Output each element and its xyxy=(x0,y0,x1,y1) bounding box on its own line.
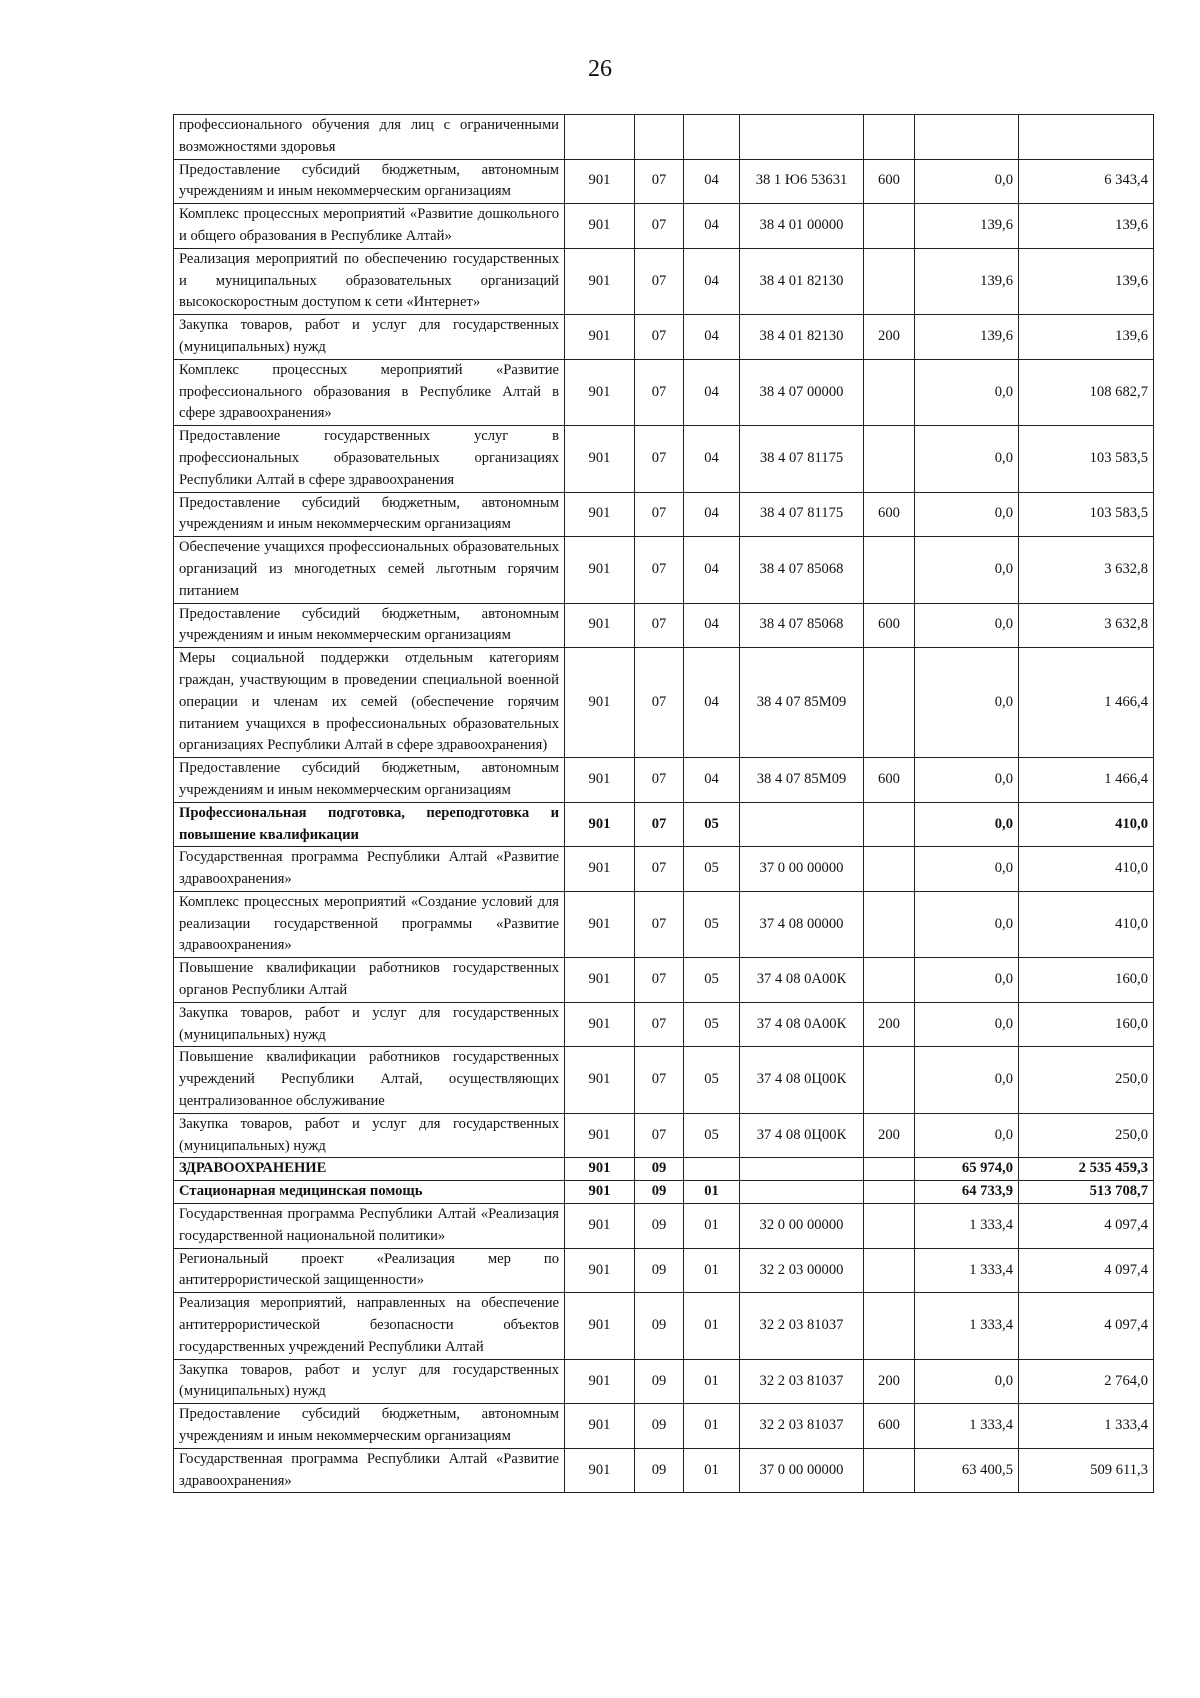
expense-type-code: 600 xyxy=(864,603,915,648)
amount-1: 0,0 xyxy=(915,537,1019,603)
expense-type-code: 600 xyxy=(864,758,915,803)
target-article-code: 38 4 07 81175 xyxy=(740,492,864,537)
budget-item-name: Региональный проект «Реализация мер по антитеррористической защищенности» xyxy=(174,1248,565,1293)
subsection-code: 05 xyxy=(684,1113,740,1158)
budget-item-name: Предоставление государственных услуг в профессиональных образовательных организациях Республики Алтай в сфере здравоохранения xyxy=(174,426,565,492)
amount-1: 1 333,4 xyxy=(915,1248,1019,1293)
budget-item-name: Предоставление субсидий бюджетным, автономным учреждениям и иным некоммерческим организациям xyxy=(174,603,565,648)
amount-1: 0,0 xyxy=(915,1047,1019,1113)
target-article-code: 37 0 00 00000 xyxy=(740,1448,864,1493)
section-code: 07 xyxy=(635,315,684,360)
target-article-code: 37 4 08 00000 xyxy=(740,891,864,957)
subsection-code: 04 xyxy=(684,758,740,803)
amount-2: 509 611,3 xyxy=(1019,1448,1154,1493)
amount-1 xyxy=(915,115,1019,160)
amount-2: 103 583,5 xyxy=(1019,492,1154,537)
amount-1: 63 400,5 xyxy=(915,1448,1019,1493)
budget-item-name: Закупка товаров, работ и услуг для государственных (муниципальных) нужд xyxy=(174,1002,565,1047)
table-row xyxy=(174,1359,1154,1404)
table-row xyxy=(174,1448,1154,1493)
table-row xyxy=(174,537,1154,603)
budget-item-name: Комплекс процессных мероприятий «Развитие профессионального образования в Республике Алтай в сфере здравоохранения» xyxy=(174,359,565,425)
section-code: 07 xyxy=(635,1002,684,1047)
table-row xyxy=(174,802,1154,847)
table-row xyxy=(174,648,1154,758)
expense-type-code xyxy=(864,1448,915,1493)
section-code: 09 xyxy=(635,1181,684,1204)
budget-item-name: Профессиональная подготовка, переподготовка и повышение квалификации xyxy=(174,802,565,847)
target-article-code: 38 4 07 85М09 xyxy=(740,648,864,758)
subsection-code: 05 xyxy=(684,802,740,847)
section-code: 09 xyxy=(635,1448,684,1493)
subsection-code: 01 xyxy=(684,1448,740,1493)
target-article-code xyxy=(740,1158,864,1181)
subsection-code: 04 xyxy=(684,159,740,204)
amount-2: 2 535 459,3 xyxy=(1019,1158,1154,1181)
amount-2: 103 583,5 xyxy=(1019,426,1154,492)
amount-2: 250,0 xyxy=(1019,1113,1154,1158)
expense-type-code xyxy=(864,204,915,249)
page-number: 26 xyxy=(588,56,612,82)
target-article-code: 38 4 07 81175 xyxy=(740,426,864,492)
amount-2: 108 682,7 xyxy=(1019,359,1154,425)
subsection-code: 04 xyxy=(684,426,740,492)
admin-code: 901 xyxy=(565,537,635,603)
amount-2: 250,0 xyxy=(1019,1047,1154,1113)
target-article-code: 38 4 07 85М09 xyxy=(740,758,864,803)
admin-code: 901 xyxy=(565,1448,635,1493)
section-code: 09 xyxy=(635,1204,684,1249)
budget-table xyxy=(173,114,1154,1493)
budget-item-name: Предоставление субсидий бюджетным, автономным учреждениям и иным некоммерческим организациям xyxy=(174,758,565,803)
admin-code: 901 xyxy=(565,248,635,314)
section-code: 07 xyxy=(635,359,684,425)
amount-1: 1 333,4 xyxy=(915,1204,1019,1249)
target-article-code: 37 0 00 00000 xyxy=(740,847,864,892)
budget-item-name: Повышение квалификации работников государственных учреждений Республики Алтай, осуществляющих централизованное обслуживание xyxy=(174,1047,565,1113)
section-code: 07 xyxy=(635,426,684,492)
budget-item-name: Предоставление субсидий бюджетным, автономным учреждениям и иным некоммерческим организациям xyxy=(174,492,565,537)
admin-code: 901 xyxy=(565,958,635,1003)
amount-1: 0,0 xyxy=(915,847,1019,892)
expense-type-code xyxy=(864,847,915,892)
expense-type-code xyxy=(864,248,915,314)
expense-type-code xyxy=(864,1181,915,1204)
subsection-code: 05 xyxy=(684,958,740,1003)
admin-code: 901 xyxy=(565,847,635,892)
table-row xyxy=(174,1113,1154,1158)
target-article-code: 38 4 01 82130 xyxy=(740,315,864,360)
budget-item-name: Комплекс процессных мероприятий «Создание условий для реализации государственной программы «Развитие здравоохранения» xyxy=(174,891,565,957)
amount-2: 4 097,4 xyxy=(1019,1293,1154,1359)
admin-code: 901 xyxy=(565,492,635,537)
amount-1: 0,0 xyxy=(915,958,1019,1003)
subsection-code: 04 xyxy=(684,537,740,603)
amount-1: 139,6 xyxy=(915,248,1019,314)
section-code: 07 xyxy=(635,958,684,1003)
admin-code: 901 xyxy=(565,1113,635,1158)
subsection-code: 04 xyxy=(684,359,740,425)
budget-item-name: Государственная программа Республики Алтай «Реализация государственной национальной политики» xyxy=(174,1204,565,1249)
expense-type-code xyxy=(864,115,915,160)
amount-1: 0,0 xyxy=(915,802,1019,847)
subsection-code: 05 xyxy=(684,891,740,957)
target-article-code: 32 0 00 00000 xyxy=(740,1204,864,1249)
table-row xyxy=(174,204,1154,249)
table-row xyxy=(174,1047,1154,1113)
subsection-code: 04 xyxy=(684,648,740,758)
target-article-code: 38 1 Ю6 53631 xyxy=(740,159,864,204)
admin-code: 901 xyxy=(565,891,635,957)
target-article-code: 38 4 01 00000 xyxy=(740,204,864,249)
table-row xyxy=(174,1204,1154,1249)
expense-type-code xyxy=(864,891,915,957)
expense-type-code xyxy=(864,537,915,603)
budget-item-name: ЗДРАВООХРАНЕНИЕ xyxy=(174,1158,565,1181)
target-article-code: 37 4 08 0А00К xyxy=(740,1002,864,1047)
section-code: 07 xyxy=(635,891,684,957)
budget-item-name: Закупка товаров, работ и услуг для государственных (муниципальных) нужд xyxy=(174,1113,565,1158)
budget-item-name: Закупка товаров, работ и услуг для государственных (муниципальных) нужд xyxy=(174,1359,565,1404)
budget-table-body xyxy=(174,115,1154,1493)
section-code: 07 xyxy=(635,492,684,537)
admin-code: 901 xyxy=(565,758,635,803)
amount-1: 0,0 xyxy=(915,492,1019,537)
table-row xyxy=(174,1158,1154,1181)
table-row xyxy=(174,1248,1154,1293)
section-code: 09 xyxy=(635,1404,684,1449)
section-code: 09 xyxy=(635,1158,684,1181)
amount-2: 2 764,0 xyxy=(1019,1359,1154,1404)
subsection-code xyxy=(684,1158,740,1181)
amount-2: 4 097,4 xyxy=(1019,1248,1154,1293)
amount-2: 513 708,7 xyxy=(1019,1181,1154,1204)
admin-code: 901 xyxy=(565,1204,635,1249)
expense-type-code xyxy=(864,648,915,758)
table-row xyxy=(174,492,1154,537)
admin-code: 901 xyxy=(565,359,635,425)
subsection-code: 04 xyxy=(684,204,740,249)
amount-2: 3 632,8 xyxy=(1019,537,1154,603)
table-row xyxy=(174,958,1154,1003)
expense-type-code: 200 xyxy=(864,1113,915,1158)
section-code: 09 xyxy=(635,1359,684,1404)
admin-code: 901 xyxy=(565,1158,635,1181)
admin-code: 901 xyxy=(565,1293,635,1359)
table-row xyxy=(174,1181,1154,1204)
target-article-code: 38 4 07 85068 xyxy=(740,603,864,648)
subsection-code: 05 xyxy=(684,1047,740,1113)
budget-item-name: Предоставление субсидий бюджетным, автономным учреждениям и иным некоммерческим организациям xyxy=(174,1404,565,1449)
subsection-code: 04 xyxy=(684,603,740,648)
table-row xyxy=(174,248,1154,314)
amount-2: 6 343,4 xyxy=(1019,159,1154,204)
amount-2: 410,0 xyxy=(1019,891,1154,957)
section-code: 07 xyxy=(635,648,684,758)
expense-type-code: 600 xyxy=(864,1404,915,1449)
budget-item-name: Закупка товаров, работ и услуг для государственных (муниципальных) нужд xyxy=(174,315,565,360)
table-row xyxy=(174,115,1154,160)
budget-item-name: Повышение квалификации работников государственных органов Республики Алтай xyxy=(174,958,565,1003)
amount-2: 1 466,4 xyxy=(1019,648,1154,758)
expense-type-code: 200 xyxy=(864,1359,915,1404)
amount-2 xyxy=(1019,115,1154,160)
subsection-code: 01 xyxy=(684,1404,740,1449)
table-row xyxy=(174,159,1154,204)
admin-code: 901 xyxy=(565,1248,635,1293)
table-row xyxy=(174,758,1154,803)
admin-code: 901 xyxy=(565,159,635,204)
budget-item-name: Комплекс процессных мероприятий «Развитие дошкольного и общего образования в Республике Алтай» xyxy=(174,204,565,249)
target-article-code: 38 4 07 00000 xyxy=(740,359,864,425)
amount-1: 0,0 xyxy=(915,648,1019,758)
amount-1: 0,0 xyxy=(915,359,1019,425)
amount-1: 0,0 xyxy=(915,426,1019,492)
section-code: 07 xyxy=(635,603,684,648)
amount-2: 410,0 xyxy=(1019,802,1154,847)
amount-1: 0,0 xyxy=(915,758,1019,803)
amount-1: 0,0 xyxy=(915,603,1019,648)
section-code: 07 xyxy=(635,204,684,249)
admin-code: 901 xyxy=(565,204,635,249)
subsection-code: 01 xyxy=(684,1204,740,1249)
amount-1: 65 974,0 xyxy=(915,1158,1019,1181)
target-article-code: 32 2 03 00000 xyxy=(740,1248,864,1293)
admin-code: 901 xyxy=(565,1404,635,1449)
subsection-code: 04 xyxy=(684,492,740,537)
expense-type-code: 600 xyxy=(864,492,915,537)
amount-2: 3 632,8 xyxy=(1019,603,1154,648)
subsection-code: 01 xyxy=(684,1293,740,1359)
expense-type-code xyxy=(864,1047,915,1113)
amount-1: 0,0 xyxy=(915,1359,1019,1404)
target-article-code: 37 4 08 0Ц00К xyxy=(740,1113,864,1158)
section-code: 07 xyxy=(635,802,684,847)
amount-1: 64 733,9 xyxy=(915,1181,1019,1204)
amount-1: 0,0 xyxy=(915,1002,1019,1047)
amount-2: 160,0 xyxy=(1019,1002,1154,1047)
expense-type-code xyxy=(864,1248,915,1293)
amount-1: 0,0 xyxy=(915,1113,1019,1158)
table-row xyxy=(174,891,1154,957)
admin-code: 901 xyxy=(565,802,635,847)
table-row xyxy=(174,1293,1154,1359)
table-row xyxy=(174,359,1154,425)
budget-item-name: Обеспечение учащихся профессиональных образовательных организаций из многодетных семей льготным горячим питанием xyxy=(174,537,565,603)
amount-2: 139,6 xyxy=(1019,315,1154,360)
subsection-code: 04 xyxy=(684,248,740,314)
expense-type-code xyxy=(864,1158,915,1181)
subsection-code: 01 xyxy=(684,1359,740,1404)
expense-type-code xyxy=(864,1204,915,1249)
expense-type-code: 200 xyxy=(864,315,915,360)
target-article-code: 32 2 03 81037 xyxy=(740,1359,864,1404)
table-row xyxy=(174,847,1154,892)
expense-type-code xyxy=(864,958,915,1003)
admin-code: 901 xyxy=(565,1002,635,1047)
section-code: 07 xyxy=(635,1047,684,1113)
subsection-code: 05 xyxy=(684,847,740,892)
admin-code: 901 xyxy=(565,1181,635,1204)
budget-item-name: Реализация мероприятий, направленных на обеспечение антитеррористической безопасности объектов государственных учреждений Республики Алтай xyxy=(174,1293,565,1359)
amount-2: 410,0 xyxy=(1019,847,1154,892)
amount-2: 4 097,4 xyxy=(1019,1204,1154,1249)
admin-code: 901 xyxy=(565,1359,635,1404)
expense-type-code xyxy=(864,802,915,847)
budget-item-name: Реализация мероприятий по обеспечению государственных и муниципальных образовательных организаций высокоскоростным доступом к сети «Интернет» xyxy=(174,248,565,314)
amount-2: 1 466,4 xyxy=(1019,758,1154,803)
section-code: 07 xyxy=(635,248,684,314)
admin-code: 901 xyxy=(565,426,635,492)
section-code: 07 xyxy=(635,847,684,892)
amount-1: 139,6 xyxy=(915,204,1019,249)
table-row xyxy=(174,315,1154,360)
expense-type-code: 200 xyxy=(864,1002,915,1047)
amount-1: 1 333,4 xyxy=(915,1293,1019,1359)
amount-1: 139,6 xyxy=(915,315,1019,360)
section-code: 07 xyxy=(635,1113,684,1158)
admin-code xyxy=(565,115,635,160)
budget-item-name: профессионального обучения для лиц с ограниченными возможностями здоровья xyxy=(174,115,565,160)
table-row xyxy=(174,603,1154,648)
target-article-code: 37 4 08 0Ц00К xyxy=(740,1047,864,1113)
amount-1: 1 333,4 xyxy=(915,1404,1019,1449)
subsection-code xyxy=(684,115,740,160)
target-article-code xyxy=(740,1181,864,1204)
subsection-code: 04 xyxy=(684,315,740,360)
subsection-code: 01 xyxy=(684,1181,740,1204)
admin-code: 901 xyxy=(565,603,635,648)
amount-2: 139,6 xyxy=(1019,248,1154,314)
budget-item-name: Государственная программа Республики Алтай «Развитие здравоохранения» xyxy=(174,847,565,892)
section-code xyxy=(635,115,684,160)
subsection-code: 01 xyxy=(684,1248,740,1293)
budget-item-name: Меры социальной поддержки отдельным категориям граждан, участвующим в проведении специальной военной операции и членам их семей (обеспечение горячим питанием учащихся в профессиональных образовательных организациях Республики Алтай в сфере здравоохранения) xyxy=(174,648,565,758)
target-article-code xyxy=(740,802,864,847)
section-code: 09 xyxy=(635,1248,684,1293)
expense-type-code xyxy=(864,1293,915,1359)
table-row xyxy=(174,426,1154,492)
admin-code: 901 xyxy=(565,648,635,758)
admin-code: 901 xyxy=(565,315,635,360)
section-code: 09 xyxy=(635,1293,684,1359)
section-code: 07 xyxy=(635,758,684,803)
amount-2: 139,6 xyxy=(1019,204,1154,249)
expense-type-code xyxy=(864,426,915,492)
expense-type-code: 600 xyxy=(864,159,915,204)
target-article-code: 32 2 03 81037 xyxy=(740,1293,864,1359)
target-article-code xyxy=(740,115,864,160)
target-article-code: 37 4 08 0А00К xyxy=(740,958,864,1003)
budget-item-name: Государственная программа Республики Алтай «Развитие здравоохранения» xyxy=(174,1448,565,1493)
target-article-code: 32 2 03 81037 xyxy=(740,1404,864,1449)
amount-1: 0,0 xyxy=(915,159,1019,204)
table-row xyxy=(174,1002,1154,1047)
admin-code: 901 xyxy=(565,1047,635,1113)
budget-item-name: Предоставление субсидий бюджетным, автономным учреждениям и иным некоммерческим организациям xyxy=(174,159,565,204)
amount-2: 1 333,4 xyxy=(1019,1404,1154,1449)
amount-2: 160,0 xyxy=(1019,958,1154,1003)
target-article-code: 38 4 01 82130 xyxy=(740,248,864,314)
target-article-code: 38 4 07 85068 xyxy=(740,537,864,603)
table-row xyxy=(174,1404,1154,1449)
section-code: 07 xyxy=(635,537,684,603)
subsection-code: 05 xyxy=(684,1002,740,1047)
expense-type-code xyxy=(864,359,915,425)
section-code: 07 xyxy=(635,159,684,204)
amount-1: 0,0 xyxy=(915,891,1019,957)
budget-item-name: Стационарная медицинская помощь xyxy=(174,1181,565,1204)
